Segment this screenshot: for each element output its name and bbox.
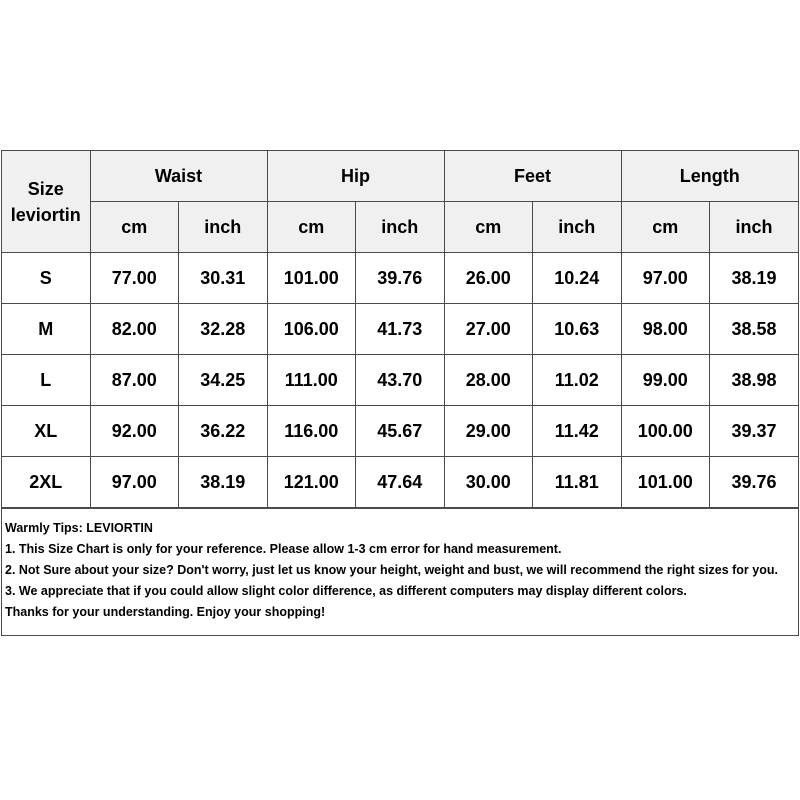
value-cell: 27.00 — [444, 304, 533, 355]
tips-closing: Thanks for your understanding. Enjoy your shopping! — [5, 605, 326, 619]
value-cell: 97.00 — [621, 253, 710, 304]
size-cell: XL — [2, 406, 90, 457]
value-cell: 32.28 — [179, 304, 268, 355]
size-header-cell — [2, 151, 90, 253]
value-cell: 38.19 — [179, 457, 268, 508]
hip-header: Hip — [267, 151, 444, 202]
unit-header-row — [2, 202, 798, 253]
length-header: Length — [621, 151, 798, 202]
value-cell: 97.00 — [90, 457, 179, 508]
unit-header: inch — [356, 202, 445, 253]
value-cell: 39.37 — [710, 406, 799, 457]
value-cell: 41.73 — [356, 304, 445, 355]
unit-header: cm — [267, 202, 356, 253]
value-cell: 11.02 — [533, 355, 622, 406]
value-cell: 38.19 — [710, 253, 799, 304]
value-cell: 121.00 — [267, 457, 356, 508]
table-row — [2, 253, 798, 304]
value-cell: 10.24 — [533, 253, 622, 304]
feet-header: Feet — [444, 151, 621, 202]
value-cell: 36.22 — [179, 406, 268, 457]
size-cell: S — [2, 253, 90, 304]
unit-header: cm — [90, 202, 179, 253]
value-cell: 106.00 — [267, 304, 356, 355]
value-cell: 34.25 — [179, 355, 268, 406]
value-cell: 111.00 — [267, 355, 356, 406]
value-cell: 100.00 — [621, 406, 710, 457]
brand-header-label: leviortin — [10, 204, 81, 225]
unit-header: cm — [621, 202, 710, 253]
table-row — [2, 457, 798, 508]
size-chart — [1, 150, 799, 636]
group-header-row — [2, 151, 798, 202]
value-cell: 28.00 — [444, 355, 533, 406]
value-cell: 39.76 — [710, 457, 799, 508]
tips-title: Warmly Tips: LEVIORTIN — [5, 521, 153, 535]
size-cell: M — [2, 304, 90, 355]
value-cell: 101.00 — [267, 253, 356, 304]
waist-header: Waist — [90, 151, 267, 202]
value-cell: 30.31 — [179, 253, 268, 304]
unit-header: inch — [533, 202, 622, 253]
value-cell: 99.00 — [621, 355, 710, 406]
unit-header: inch — [710, 202, 799, 253]
value-cell: 39.76 — [356, 253, 445, 304]
value-cell: 11.81 — [533, 457, 622, 508]
value-cell: 43.70 — [356, 355, 445, 406]
tip-line-2: 2. Not Sure about your size? Don't worry, just let us know your height, weight and bust, we will recommend the right sizes for you. — [5, 563, 778, 577]
value-cell: 101.00 — [621, 457, 710, 508]
value-cell: 98.00 — [621, 304, 710, 355]
value-cell: 92.00 — [90, 406, 179, 457]
table-row — [2, 406, 798, 457]
value-cell: 29.00 — [444, 406, 533, 457]
unit-header: inch — [179, 202, 268, 253]
value-cell: 116.00 — [267, 406, 356, 457]
table-row — [2, 355, 798, 406]
unit-header: cm — [444, 202, 533, 253]
value-cell: 77.00 — [90, 253, 179, 304]
size-cell: 2XL — [2, 457, 90, 508]
size-table — [2, 151, 798, 508]
value-cell: 30.00 — [444, 457, 533, 508]
table-row — [2, 304, 798, 355]
tips-section — [2, 508, 798, 635]
value-cell: 47.64 — [356, 457, 445, 508]
value-cell: 10.63 — [533, 304, 622, 355]
value-cell: 87.00 — [90, 355, 179, 406]
size-header-label: Size — [27, 178, 64, 199]
value-cell: 11.42 — [533, 406, 622, 457]
value-cell: 45.67 — [356, 406, 445, 457]
size-cell: L — [2, 355, 90, 406]
value-cell: 38.58 — [710, 304, 799, 355]
tip-line-1: 1. This Size Chart is only for your reference. Please allow 1-3 cm error for hand measurement. — [5, 542, 562, 556]
value-cell: 38.98 — [710, 355, 799, 406]
value-cell: 26.00 — [444, 253, 533, 304]
tip-line-3: 3. We appreciate that if you could allow slight color difference, as different computers may display different colors. — [5, 584, 687, 598]
value-cell: 82.00 — [90, 304, 179, 355]
